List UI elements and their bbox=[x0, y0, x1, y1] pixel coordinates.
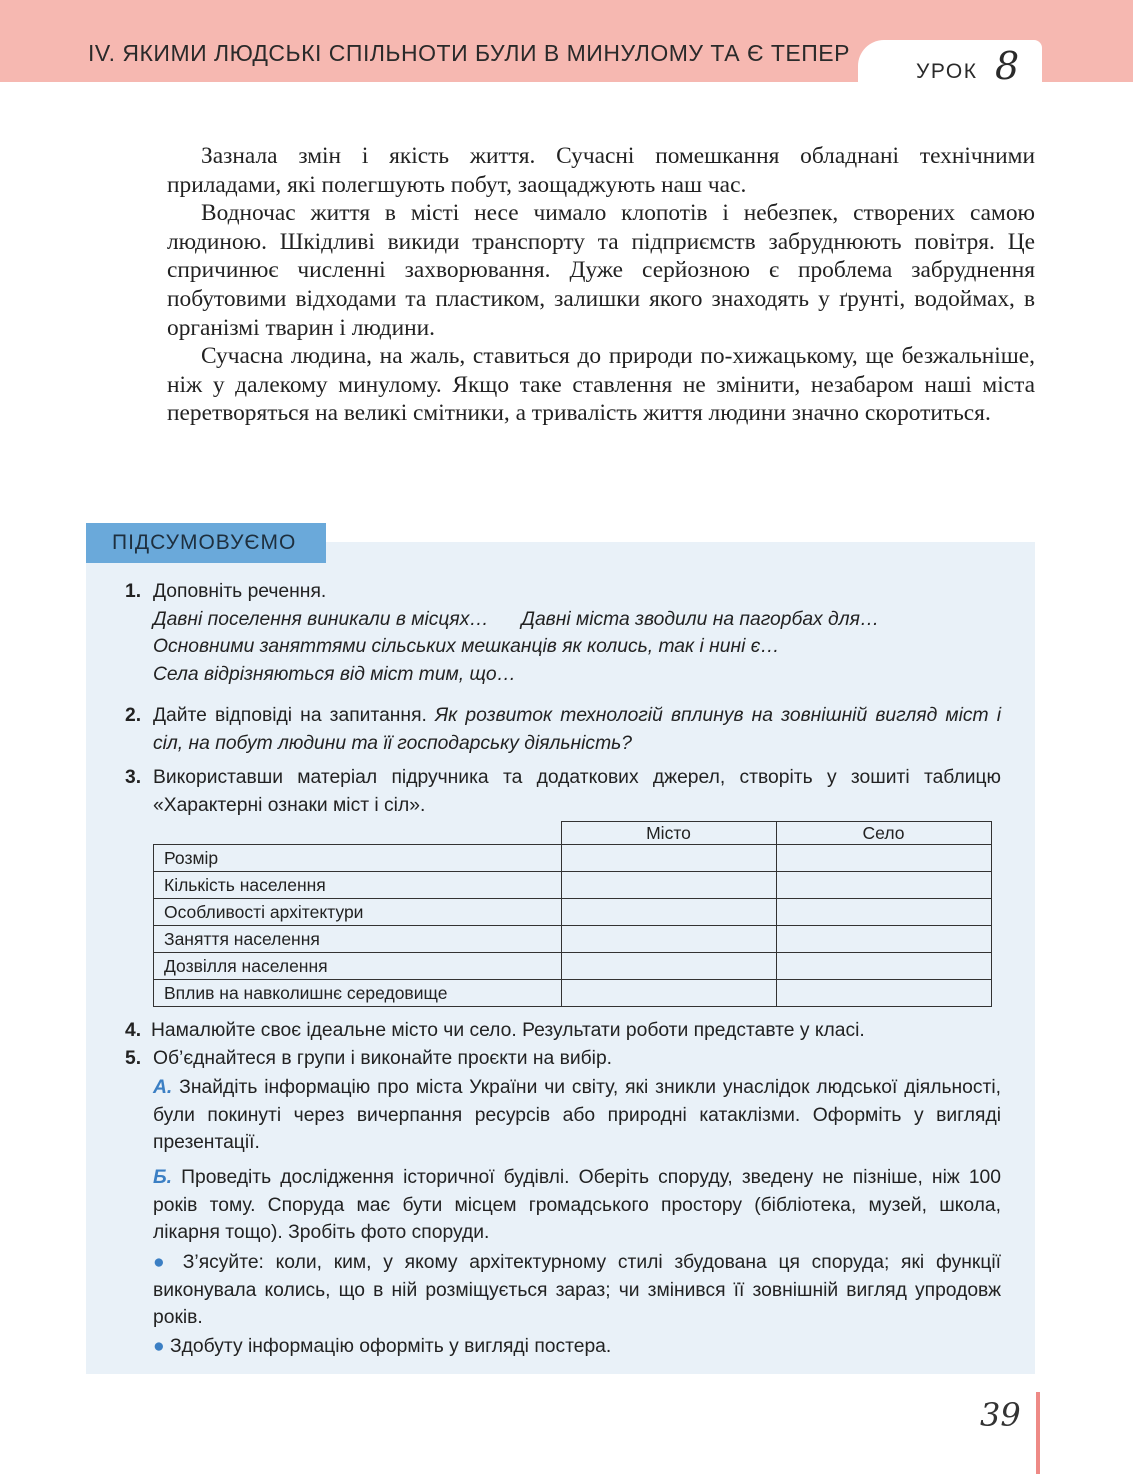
characteristics-table bbox=[153, 821, 992, 1007]
row-label: Кількість населення bbox=[154, 872, 562, 899]
column-header-village: Село bbox=[776, 822, 991, 845]
bullet-dot-icon: ● bbox=[153, 1252, 172, 1273]
task-3 bbox=[125, 764, 1001, 819]
task-2 bbox=[125, 702, 1001, 757]
bullet-dot-icon: ● bbox=[153, 1336, 165, 1357]
section-title: IV. ЯКИМИ ЛЮДСЬКІ СПІЛЬНОТИ БУЛИ В МИНУЛОМУ ТА Є ТЕПЕР bbox=[88, 40, 850, 66]
task-line-a: Давні поселення виникали в місцях… bbox=[153, 608, 489, 630]
table-cell bbox=[561, 980, 776, 1007]
table-cell bbox=[776, 872, 991, 899]
paragraph: Сучасна людина, на жаль, ставиться до природи по-хижацькому, ще безжальніше, ніж у далекому минулому. Якщо таке ставлення не змінити, незабаром наші міста перетворяться на великі смітники, а тривалість життя людини значно скоротиться. bbox=[167, 343, 1035, 427]
page-number: 39 bbox=[980, 1396, 1021, 1434]
task-5 bbox=[125, 1045, 1001, 1073]
lesson-number: 8 bbox=[995, 44, 1020, 88]
project-text: Знайдіть інформацію про міста України чи світу, які зникли унаслідок людської діяльності, були покинуті через вичерпання ресурсів або природні катаклізми. Оформіть у вигляді презентації. bbox=[153, 1077, 1002, 1153]
table-cell bbox=[776, 953, 991, 980]
body-text bbox=[167, 142, 1035, 428]
project-b bbox=[153, 1164, 1001, 1247]
task-number: 4. bbox=[125, 1020, 142, 1041]
project-a bbox=[153, 1074, 1001, 1157]
task-number: 2. bbox=[125, 705, 142, 726]
table-cell bbox=[776, 899, 991, 926]
table-row bbox=[154, 872, 992, 899]
table-row bbox=[154, 980, 992, 1007]
table-row bbox=[154, 953, 992, 980]
task-line: Основними заняттями сільських мешканців як колись, так і нині є… bbox=[153, 636, 780, 657]
project-text: Проведіть дослідження історичної будівлі. Оберіть споруду, зведену не пізніше, ніж 100 років тому. Споруда має бути місцем громадського простору (бібліотека, музей, школа, лікарня тощо). Зробіть фото споруди. bbox=[153, 1167, 1002, 1243]
row-label: Дозвілля населення bbox=[154, 953, 562, 980]
task-text: Об’єднайтеся в групи і виконайте проєкти на вибір. bbox=[153, 1048, 613, 1069]
task-line: Села відрізняються від міст тим, що… bbox=[153, 663, 516, 685]
table-cell bbox=[561, 953, 776, 980]
project-letter: А. bbox=[153, 1077, 173, 1098]
task-line-b: Давні міста зводили на пагорбах для… bbox=[521, 608, 880, 630]
task-line bbox=[153, 606, 1003, 634]
row-label: Особливості архітектури bbox=[154, 899, 562, 926]
paragraph: Зазнала змін і якість життя. Сучасні помешкання обладнані технічними приладами, які полегшують побут, заощаджують наш час. bbox=[167, 143, 1035, 198]
task-text: Доповніть речення. bbox=[153, 581, 327, 602]
task-text: Використавши матеріал підручника та додаткових джерел, створіть у зошиті таблицю «Характерні ознаки міст і сіл». bbox=[153, 767, 1001, 816]
table-cell bbox=[776, 845, 991, 872]
table-row bbox=[154, 845, 992, 872]
table-row bbox=[154, 926, 992, 953]
task-text: Намалюйте своє ідеальне місто чи село. Результати роботи представте у класі. bbox=[151, 1020, 865, 1041]
task-question: Як розвиток технологій вплинув на зовнішній вигляд міст і сіл, на побут людини та її господарську діяльність? bbox=[153, 705, 1001, 754]
task-number: 3. bbox=[125, 767, 142, 788]
table-cell bbox=[561, 872, 776, 899]
column-header-city: Місто bbox=[561, 822, 776, 845]
page-bar bbox=[1036, 1392, 1040, 1474]
table-cell bbox=[561, 926, 776, 953]
task-1 bbox=[125, 578, 1003, 688]
bullet-item bbox=[153, 1333, 1001, 1361]
row-label: Заняття населення bbox=[154, 926, 562, 953]
task-4 bbox=[125, 1017, 1011, 1045]
bullet-item bbox=[153, 1249, 1001, 1332]
table-cell bbox=[776, 926, 991, 953]
bullet-text: Здобуту інформацію оформіть у вигляді постера. bbox=[170, 1336, 612, 1357]
task-number: 1. bbox=[125, 581, 142, 602]
table-cell bbox=[776, 980, 991, 1007]
row-label: Розмір bbox=[154, 845, 562, 872]
task-text: Дайте відповіді на запитання. bbox=[153, 705, 427, 726]
summary-label: ПІДСУМОВУЄМО bbox=[86, 523, 326, 563]
task-number: 5. bbox=[125, 1048, 142, 1069]
bullet-text: З’ясуйте: коли, ким, у якому архітектурному стилі збудована ця споруда; які функції виконувала колись, що в ній розміщується зараз; чи змінився її зовнішній вигляд упродовж років. bbox=[153, 1252, 1002, 1328]
table-cell bbox=[561, 899, 776, 926]
project-letter: Б. bbox=[153, 1167, 173, 1188]
table-cell bbox=[561, 845, 776, 872]
lesson-label: УРОК bbox=[916, 60, 978, 83]
row-label: Вплив на навколишнє середовище bbox=[154, 980, 562, 1007]
paragraph: Водночас життя в місті несе чимало клопотів і небезпек, створених самою людиною. Шкідливі викиди транспорту та підприємств забруднюють повітря. Це спричинює численні захворювання. Дуже серйозною є проблема забруднення побутовими відходами та пластиком, залишки якого знаходять у ґрунті, водоймах, в організмі тварин і людини. bbox=[167, 200, 1035, 341]
table-row bbox=[154, 899, 992, 926]
